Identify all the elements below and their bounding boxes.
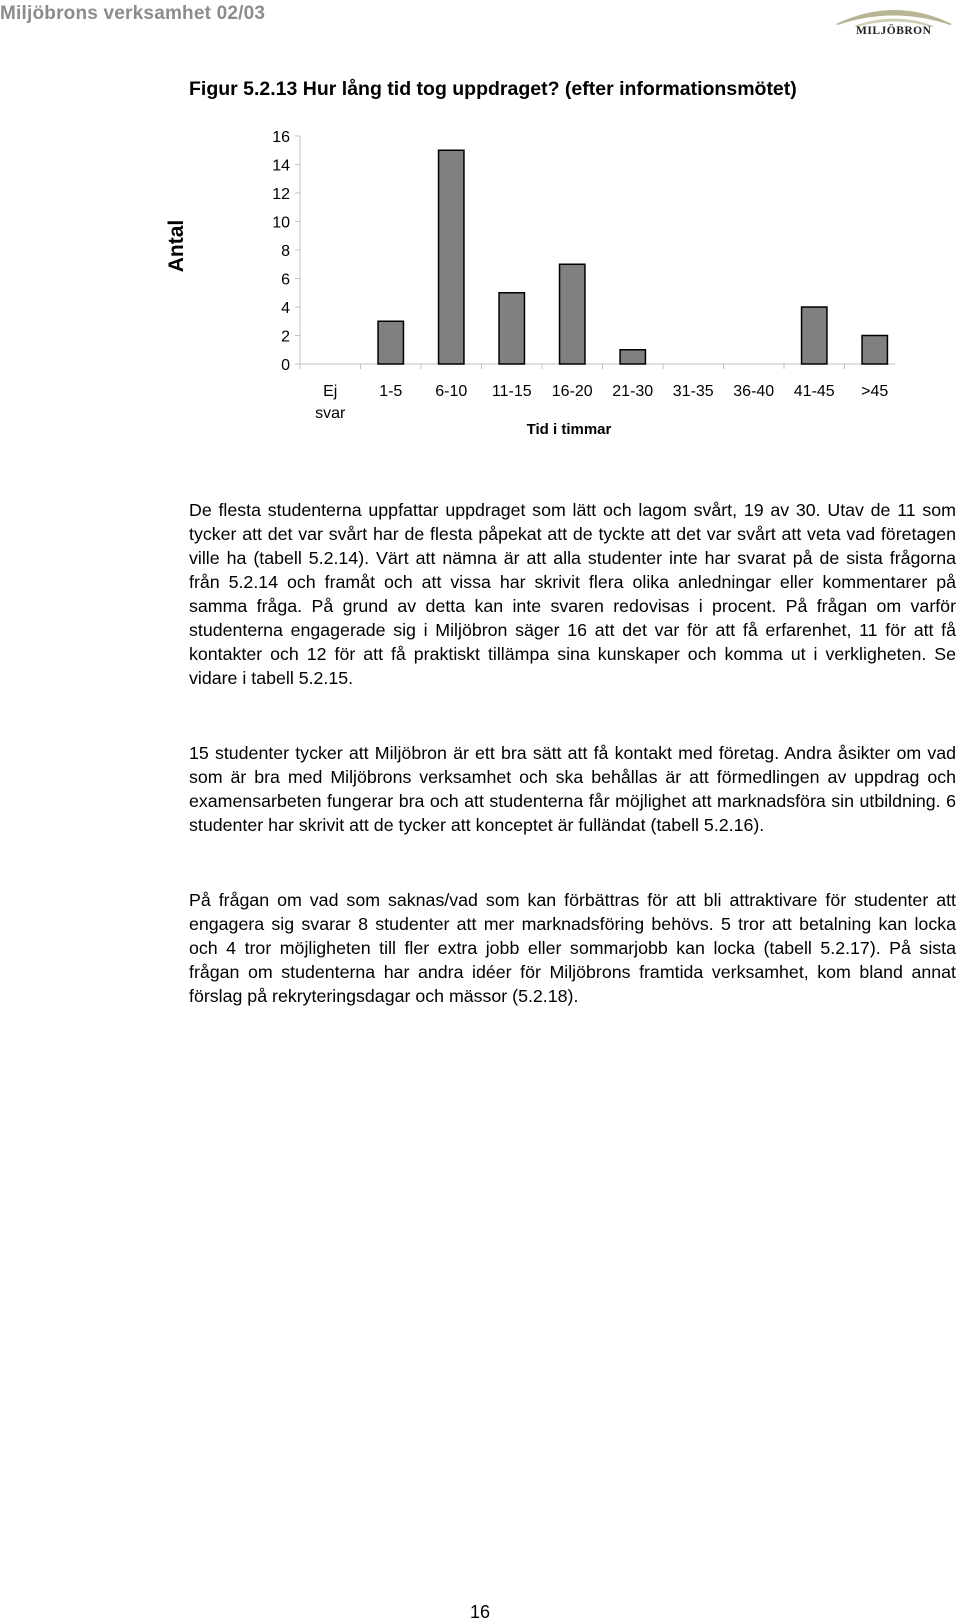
chart-y-tick-labels (272, 129, 290, 374)
bar (499, 293, 524, 364)
miljobron-logo (832, 2, 956, 42)
bar (439, 150, 464, 364)
y-tick-label: 10 (272, 214, 290, 232)
chart-x-tick-labels (315, 383, 888, 422)
logo-text: MILJÖBRON (856, 25, 932, 37)
bar (560, 264, 585, 364)
y-tick-label: 12 (272, 186, 290, 203)
chart-x-axis-label: Tid i timmar (526, 421, 612, 438)
bar (620, 350, 645, 364)
bar (862, 336, 887, 365)
x-tick-label: 6-10 (435, 383, 468, 400)
bar (802, 307, 827, 364)
page-number: 16 (469, 1602, 491, 1622)
x-tick-label: 41-45 (793, 383, 835, 400)
y-tick-label: 4 (281, 300, 290, 317)
y-tick-label: 16 (272, 129, 290, 146)
paragraph-improvements: På frågan om vad som saknas/vad som kan förbättras för att bli attraktivare för studenter att engagera sig svarar 8 studenter att mer marknadsföring behövs. 5 tror att betalning kan locka och 4 tror möjligheten till fler extra jobb eller sommarjobb kan locka (tabell 5.2.17). På sista frågan om studenterna har andra idéer för Miljöbrons framtida verksamhet, kom bland annat förslag på rekryteringsdagar och mässor (5.2.18). (189, 890, 956, 1006)
x-tick-label: 16-20 (551, 383, 593, 400)
x-tick-label: >45 (861, 383, 889, 400)
x-tick-label: Ej svar (315, 383, 346, 422)
figure-caption: Figur 5.2.13 Hur lång tid tog uppdraget? (efter informationsmötet) (189, 78, 797, 100)
x-tick-label: 36-40 (733, 383, 775, 400)
x-tick-label: 1-5 (379, 383, 403, 400)
chart-bars (378, 150, 887, 364)
bar (378, 321, 403, 364)
x-tick-label: 21-30 (612, 383, 654, 400)
paragraph-difficulty: De flesta studenterna uppfattar uppdraget som lätt och lagom svårt, 19 av 30. Utav de 11 som tycker att det var svårt har de flesta påpekat att de tyckte att det var svårt att veta vad företagen ville ha (tabell 5.2.14). Värt att nämna är att alla studenter inte har svarat på de sista frågorna från 5.2.14 och framåt och att vissa har skrivit flera olika anledningar eller kommentarer på samma fråga. På grund av detta kan inte svaren redovisas i procent. På frågan om varför studenterna engagerade sig i Miljöbron säger 16 att det var för att få erfarenhet, 11 för att få kontakter och 12 för att få praktiskt tillämpa sina kunskaper och komma ut i verkligheten. Se vidare i tabell 5.2.15. (189, 500, 956, 688)
chart-y-axis-label: Antal (165, 219, 188, 273)
bar-chart (155, 118, 895, 448)
y-tick-label: 2 (281, 328, 290, 346)
y-tick-label: 14 (272, 157, 290, 175)
document-header-title: Miljöbrons verksamhet 02/03 (0, 3, 266, 24)
x-tick-label: 11-15 (491, 383, 532, 400)
y-tick-label: 8 (281, 243, 290, 260)
y-tick-label: 6 (281, 271, 290, 289)
x-tick-label: 31-35 (672, 383, 714, 400)
paragraph-positive-opinions: 15 studenter tycker att Miljöbron är ett bra sätt att få kontakt med företag. Andra åsikter om vad som är bra med Miljöbrons verksamhet och ska behållas är att förmedlingen av uppdrag och examensarbeten fungerar bra och att studenterna får möjlighet att marknadsföra sin utbildning. 6 studenter har skrivit att de tycker att konceptet är fulländat (tabell 5.2.16). (189, 743, 956, 835)
y-tick-label: 0 (281, 357, 290, 374)
